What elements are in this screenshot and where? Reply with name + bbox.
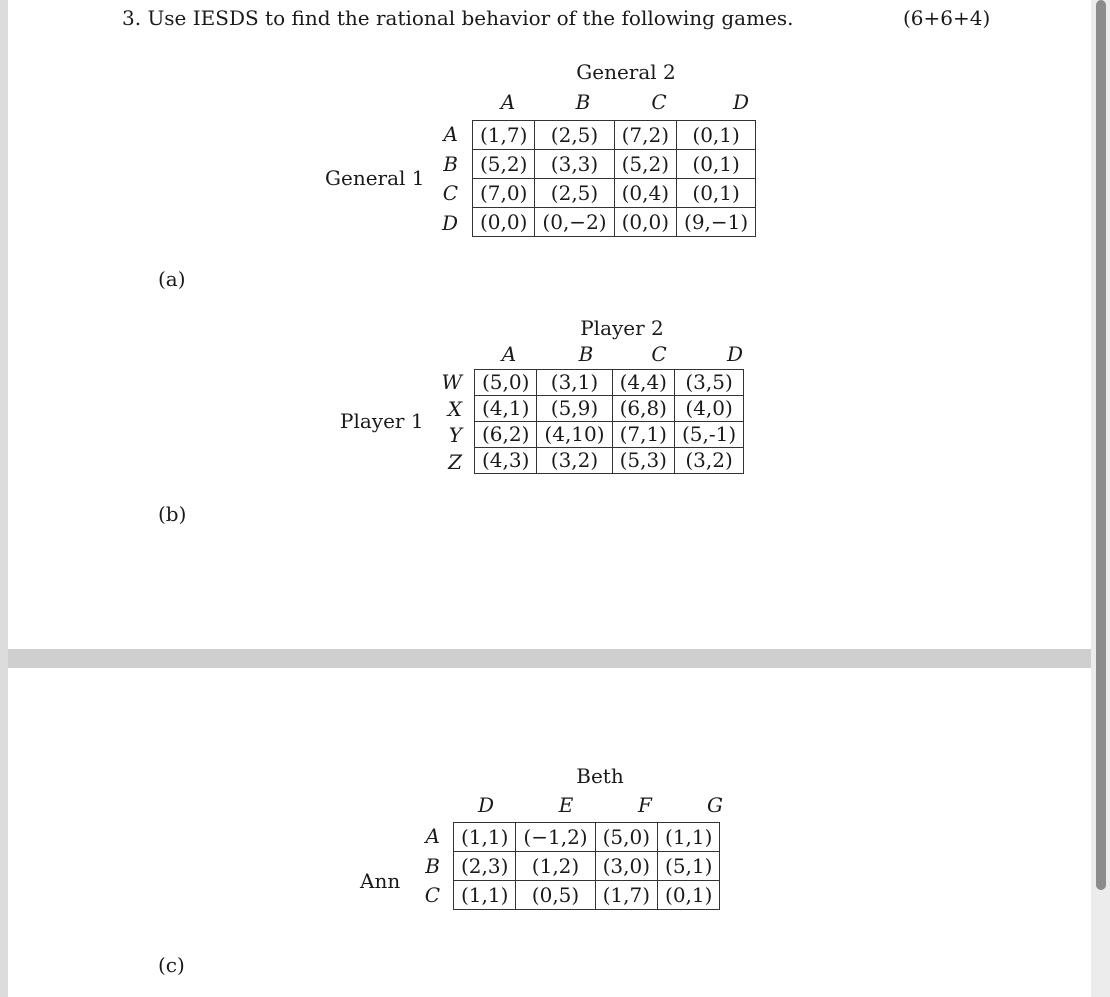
payoff-cell: (1,7)	[473, 121, 535, 150]
col-header-a-2: C	[651, 90, 667, 114]
payoff-cell: (3,3)	[535, 150, 614, 179]
payoff-cell: (4,1)	[475, 396, 537, 422]
row-label-a-2: C	[442, 181, 458, 205]
row-player-label-c: Ann	[360, 869, 401, 893]
payoff-cell: (4,0)	[674, 396, 743, 422]
col-header-a-1: B	[575, 90, 591, 114]
part-label-c: (c)	[158, 953, 185, 977]
payoff-matrix-a	[472, 120, 756, 237]
col-header-c-0: D	[477, 793, 495, 817]
document-page-top	[8, 0, 1091, 649]
row-labels-c	[418, 822, 440, 911]
payoff-cell: (5,0)	[475, 370, 537, 396]
question-text: 3. Use IESDS to find the rational behavior of the following games.	[122, 6, 794, 30]
scrollbar-thumb[interactable]	[1096, 0, 1106, 890]
page-divider	[8, 649, 1091, 668]
table-row	[454, 823, 720, 852]
payoff-cell: (5,0)	[595, 823, 657, 852]
row-label-a-0: A	[443, 122, 458, 146]
col-header-b-1: B	[578, 342, 594, 366]
row-player-label-b: Player 1	[340, 409, 424, 433]
payoff-cell: (5,2)	[473, 150, 535, 179]
table-row	[475, 422, 744, 448]
payoff-cell: (4,4)	[612, 370, 674, 396]
payoff-cell: (1,7)	[595, 881, 657, 910]
payoff-cell: (1,2)	[516, 852, 595, 881]
payoff-cell: (2,5)	[535, 179, 614, 208]
payoff-matrix-c	[453, 822, 720, 910]
col-header-c-2: F	[638, 793, 652, 817]
row-label-c-2: C	[424, 883, 440, 907]
col-player-label-a: General 2	[576, 60, 676, 84]
payoff-cell: (3,5)	[674, 370, 743, 396]
row-label-c-1: B	[425, 853, 440, 878]
payoff-cell: (7,0)	[473, 179, 535, 208]
payoff-cell: (3,1)	[537, 370, 612, 396]
payoff-cell: (9,−1)	[677, 208, 756, 237]
payoff-cell: (4,3)	[475, 448, 537, 474]
payoff-cell: (3,2)	[537, 448, 612, 474]
payoff-cell: (7,1)	[612, 422, 674, 448]
table-row	[473, 121, 756, 150]
payoff-cell: (3,2)	[674, 448, 743, 474]
col-header-c-3: G	[707, 793, 723, 817]
col-header-b-2: C	[651, 342, 667, 366]
table-row	[454, 852, 720, 881]
row-player-label-a: General 1	[325, 166, 425, 190]
payoff-cell: (3,0)	[595, 852, 657, 881]
col-player-label-b: Player 2	[580, 316, 664, 340]
col-header-a-0: A	[500, 90, 516, 114]
payoff-cell: (1,1)	[658, 823, 720, 852]
col-header-a-3: D	[732, 90, 750, 114]
payoff-cell: (0,1)	[677, 150, 756, 179]
table-row	[475, 370, 744, 396]
col-player-label-c: Beth	[576, 764, 624, 788]
table-row	[475, 448, 744, 474]
question-points: (6+6+4)	[903, 6, 991, 30]
payoff-cell: (0,−2)	[535, 208, 614, 237]
row-label-b-3: Z	[448, 449, 462, 474]
col-header-b-3: D	[726, 342, 744, 366]
row-label-b-2: Y	[448, 423, 462, 447]
payoff-cell: (0,1)	[677, 179, 756, 208]
payoff-cell: (1,1)	[454, 881, 516, 910]
col-header-c-1: E	[558, 793, 574, 817]
table-row	[473, 208, 756, 237]
table-row	[473, 179, 756, 208]
payoff-cell: (7,2)	[614, 121, 676, 150]
payoff-cell: (6,2)	[475, 422, 537, 448]
payoff-cell: (−1,2)	[516, 823, 595, 852]
row-label-b-0: W	[441, 370, 462, 394]
part-label-a: (a)	[158, 267, 186, 291]
payoff-cell: (0,0)	[473, 208, 535, 237]
payoff-cell: (0,4)	[614, 179, 676, 208]
payoff-cell: (2,5)	[535, 121, 614, 150]
row-label-c-0: A	[425, 824, 440, 848]
payoff-cell: (1,1)	[454, 823, 516, 852]
col-header-b-0: A	[501, 342, 517, 366]
payoff-cell: (0,0)	[614, 208, 676, 237]
part-label-b: (b)	[158, 502, 187, 526]
payoff-matrix-b	[474, 369, 744, 474]
row-label-a-3: D	[441, 210, 458, 235]
payoff-cell: (6,8)	[612, 396, 674, 422]
table-row	[475, 396, 744, 422]
payoff-cell: (0,5)	[516, 881, 595, 910]
payoff-cell: (2,3)	[454, 852, 516, 881]
scrollbar-track[interactable]	[1091, 0, 1110, 997]
payoff-cell: (5,1)	[658, 852, 720, 881]
row-label-a-1: B	[443, 151, 458, 176]
payoff-cell: (5,9)	[537, 396, 612, 422]
table-row	[454, 881, 720, 910]
row-labels-a	[436, 120, 458, 238]
row-labels-b	[440, 369, 462, 475]
payoff-cell: (5,-1)	[674, 422, 743, 448]
payoff-cell: (0,1)	[658, 881, 720, 910]
payoff-cell: (4,10)	[537, 422, 612, 448]
table-row	[473, 150, 756, 179]
row-label-b-1: X	[447, 396, 462, 421]
payoff-cell: (5,3)	[612, 448, 674, 474]
payoff-cell: (5,2)	[614, 150, 676, 179]
payoff-cell: (0,1)	[677, 121, 756, 150]
